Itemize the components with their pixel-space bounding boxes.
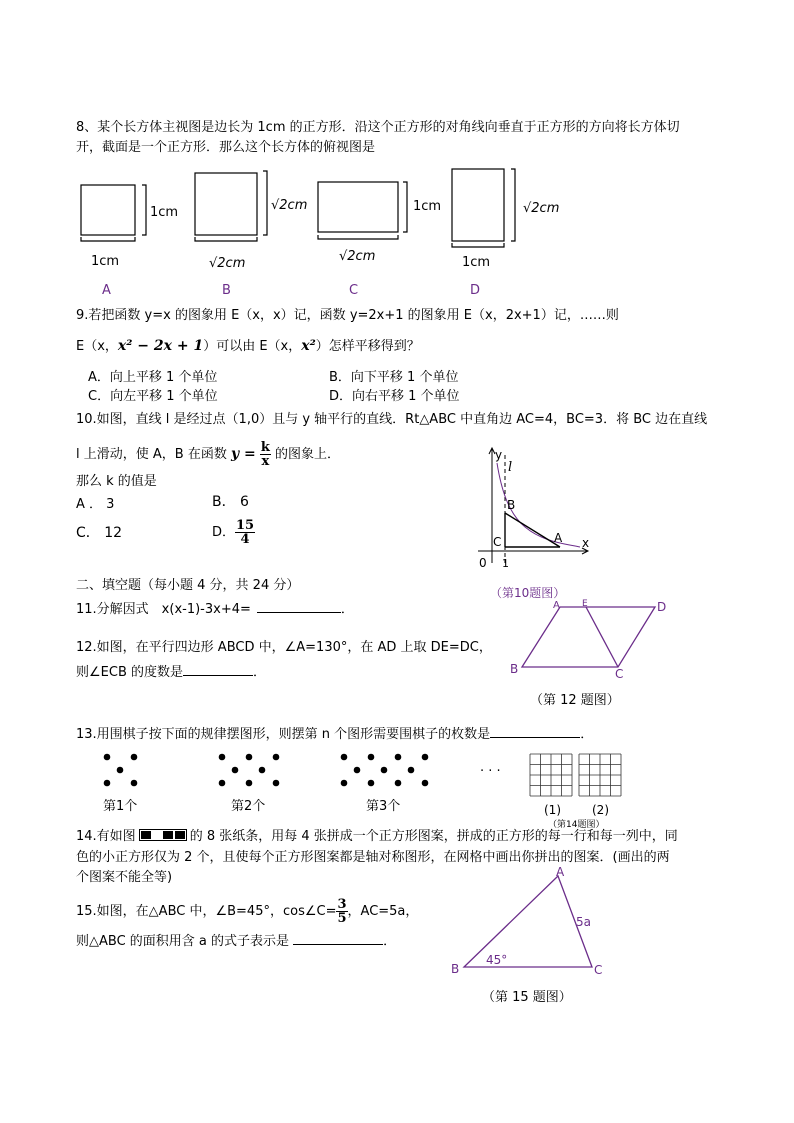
dim-b-bottom: √2cm — [209, 256, 246, 271]
q12-answer-blank[interactable] — [183, 663, 253, 676]
q14-grids — [528, 752, 624, 802]
q15-figure — [448, 866, 618, 980]
option-d-label: D — [470, 283, 481, 298]
q10-line1: 10.如图，直线 l 是经过点（1,0）且与 y 轴平行的直线．Rt△ABC 中直角边 AC=4，BC=3．将 BC 边在直线 — [76, 412, 708, 427]
q11-answer-blank[interactable] — [257, 600, 341, 613]
q12-line1: 12.如图，在平行四边形 ABCD 中，∠A=130°，在 AD 上取 DE=DC， — [76, 640, 492, 655]
q11-line: 11.分解因式 x(x-1)-3x+4= ． — [76, 602, 354, 617]
q13-label-2: 第2个 — [231, 799, 266, 814]
shape-a-square — [81, 185, 135, 235]
q9-option-c: C．向左平移 1 个单位 — [88, 389, 218, 404]
dim-d-side: √2cm — [523, 201, 560, 216]
option-a-label: A — [102, 283, 111, 298]
q14-line1: 14.有如图 的 8 张纸条，用每 4 张拼成一个正方形图案，拼成的正方形的每一行和每一列中，同 — [76, 829, 678, 844]
shape-b-square — [195, 173, 257, 235]
label-a: A — [556, 866, 565, 879]
q10-line3: 那么 k 的值是 — [76, 474, 157, 489]
q15-line2: 则△ABC 的面积用含 a 的式子表示是 ． — [76, 934, 397, 949]
q10-figure — [470, 443, 600, 573]
label-c: C — [594, 963, 603, 977]
q15-caption: （第 15 题图） — [482, 990, 572, 1005]
q10-line2: l 上滑动，使 A，B 在函数 y = $\frac{k}{x}$ 的图象上． — [76, 440, 341, 469]
dim-c-bottom: √2cm — [339, 249, 376, 264]
q10-option-a: A ． 3 — [76, 497, 115, 512]
shape-c-rect — [318, 182, 398, 232]
q14-strip-icon — [139, 829, 187, 841]
option-b-label: B — [222, 283, 231, 298]
q13-label-3: 第3个 — [366, 799, 401, 814]
q9-line1: 9.若把函数 y=x 的图象用 E（x，x）记，函数 y=2x+1 的图象用 E（x，2x+1）记，……则 — [76, 308, 619, 323]
q10-option-b: B． 6 — [212, 494, 249, 510]
q8-figure — [70, 166, 570, 250]
q9-option-b: B．向下平移 1 个单位 — [329, 370, 459, 385]
dim-a-side: 1cm — [150, 205, 179, 220]
q13-dot-patterns — [96, 748, 436, 796]
label-y: y — [495, 448, 503, 462]
q9-line2: E（x，x² − 2x + 1）可以由 E（x，x²）怎样平移得到？ — [76, 338, 420, 354]
q9-option-a: A．向上平移 1 个单位 — [88, 370, 218, 385]
triangle-abc — [464, 876, 592, 967]
dim-c-side: 1cm — [413, 199, 442, 214]
q13-answer-blank[interactable] — [490, 725, 580, 738]
q14-grid-label-1: (1) — [544, 803, 561, 817]
label-d: D — [657, 600, 667, 614]
label-b: B — [451, 962, 460, 976]
q13-ellipsis: · · · — [480, 764, 501, 779]
q14-grid-label-2: (2) — [592, 803, 609, 817]
q8-line1: 8、某个长方体主视图是边长为 1cm 的正方形．沿这个正方形的对角线向垂直于正方形的方向将长方体切 — [76, 120, 680, 135]
option-c-label: C — [349, 283, 359, 298]
label-l: l — [508, 460, 513, 475]
q10-option-d: D． $\frac{15}{4}$ — [212, 518, 255, 547]
q13-line: 13.用围棋子按下面的规律摆图形，则摆第 n 个图形需要围棋子的枚数是 ． — [76, 727, 594, 742]
q9-option-d: D．向右平移 1 个单位 — [329, 389, 460, 404]
q12-figure — [506, 598, 676, 682]
q10-option-c: C． 12 — [76, 525, 123, 541]
side-ab — [505, 513, 560, 547]
label-b: B — [510, 662, 519, 676]
label-one: 1 — [502, 557, 509, 570]
label-c: C — [493, 535, 502, 549]
q15-line1: 15.如图，在△ABC 中，∠B=45°，cos∠C= $\frac{3}{5}$ ，AC=5a， — [76, 897, 419, 926]
q14-line3: 个图案不能全等) — [76, 870, 173, 885]
q9-expr1: x² − 2x + 1 — [117, 338, 204, 354]
parallelogram-abcd — [522, 607, 655, 667]
q14-line2: 色的小正方形仅为 2 个，且使每个正方形图案都是轴对称图形，在网格中画出你拼出的图案．(画出的两 — [76, 850, 670, 865]
shape-d-rect — [452, 169, 504, 241]
label-b: B — [507, 498, 516, 512]
label-c: C — [615, 667, 624, 681]
label-a: A — [554, 531, 563, 545]
section-2-title: 二、填空题（每小题 4 分，共 24 分） — [76, 578, 300, 593]
label-a: A — [553, 600, 560, 611]
dim-a-bottom: 1cm — [91, 254, 120, 269]
q15-answer-blank[interactable] — [293, 932, 383, 945]
label-origin: 0 — [479, 556, 487, 570]
label-side-5a: 5a — [576, 915, 591, 929]
q12-caption: （第 12 题图） — [530, 693, 620, 708]
dim-b-side: √2cm — [271, 198, 308, 213]
dim-d-bottom: 1cm — [462, 255, 491, 270]
q8-line2: 开，截面是一个正方形．那么这个长方体的俯视图是 — [76, 140, 376, 155]
q10-caption: （第10题图） — [490, 586, 566, 600]
q13-label-1: 第1个 — [103, 799, 138, 814]
q14-caption: （第14题图） — [548, 820, 605, 830]
segment-ec — [586, 607, 618, 667]
q12-line2: 则∠ECB 的度数是 ． — [76, 665, 267, 680]
label-e: E — [582, 599, 588, 609]
label-x: x — [582, 536, 590, 550]
label-angle-45: 45° — [486, 953, 508, 967]
q9-expr2: x² — [301, 338, 316, 354]
